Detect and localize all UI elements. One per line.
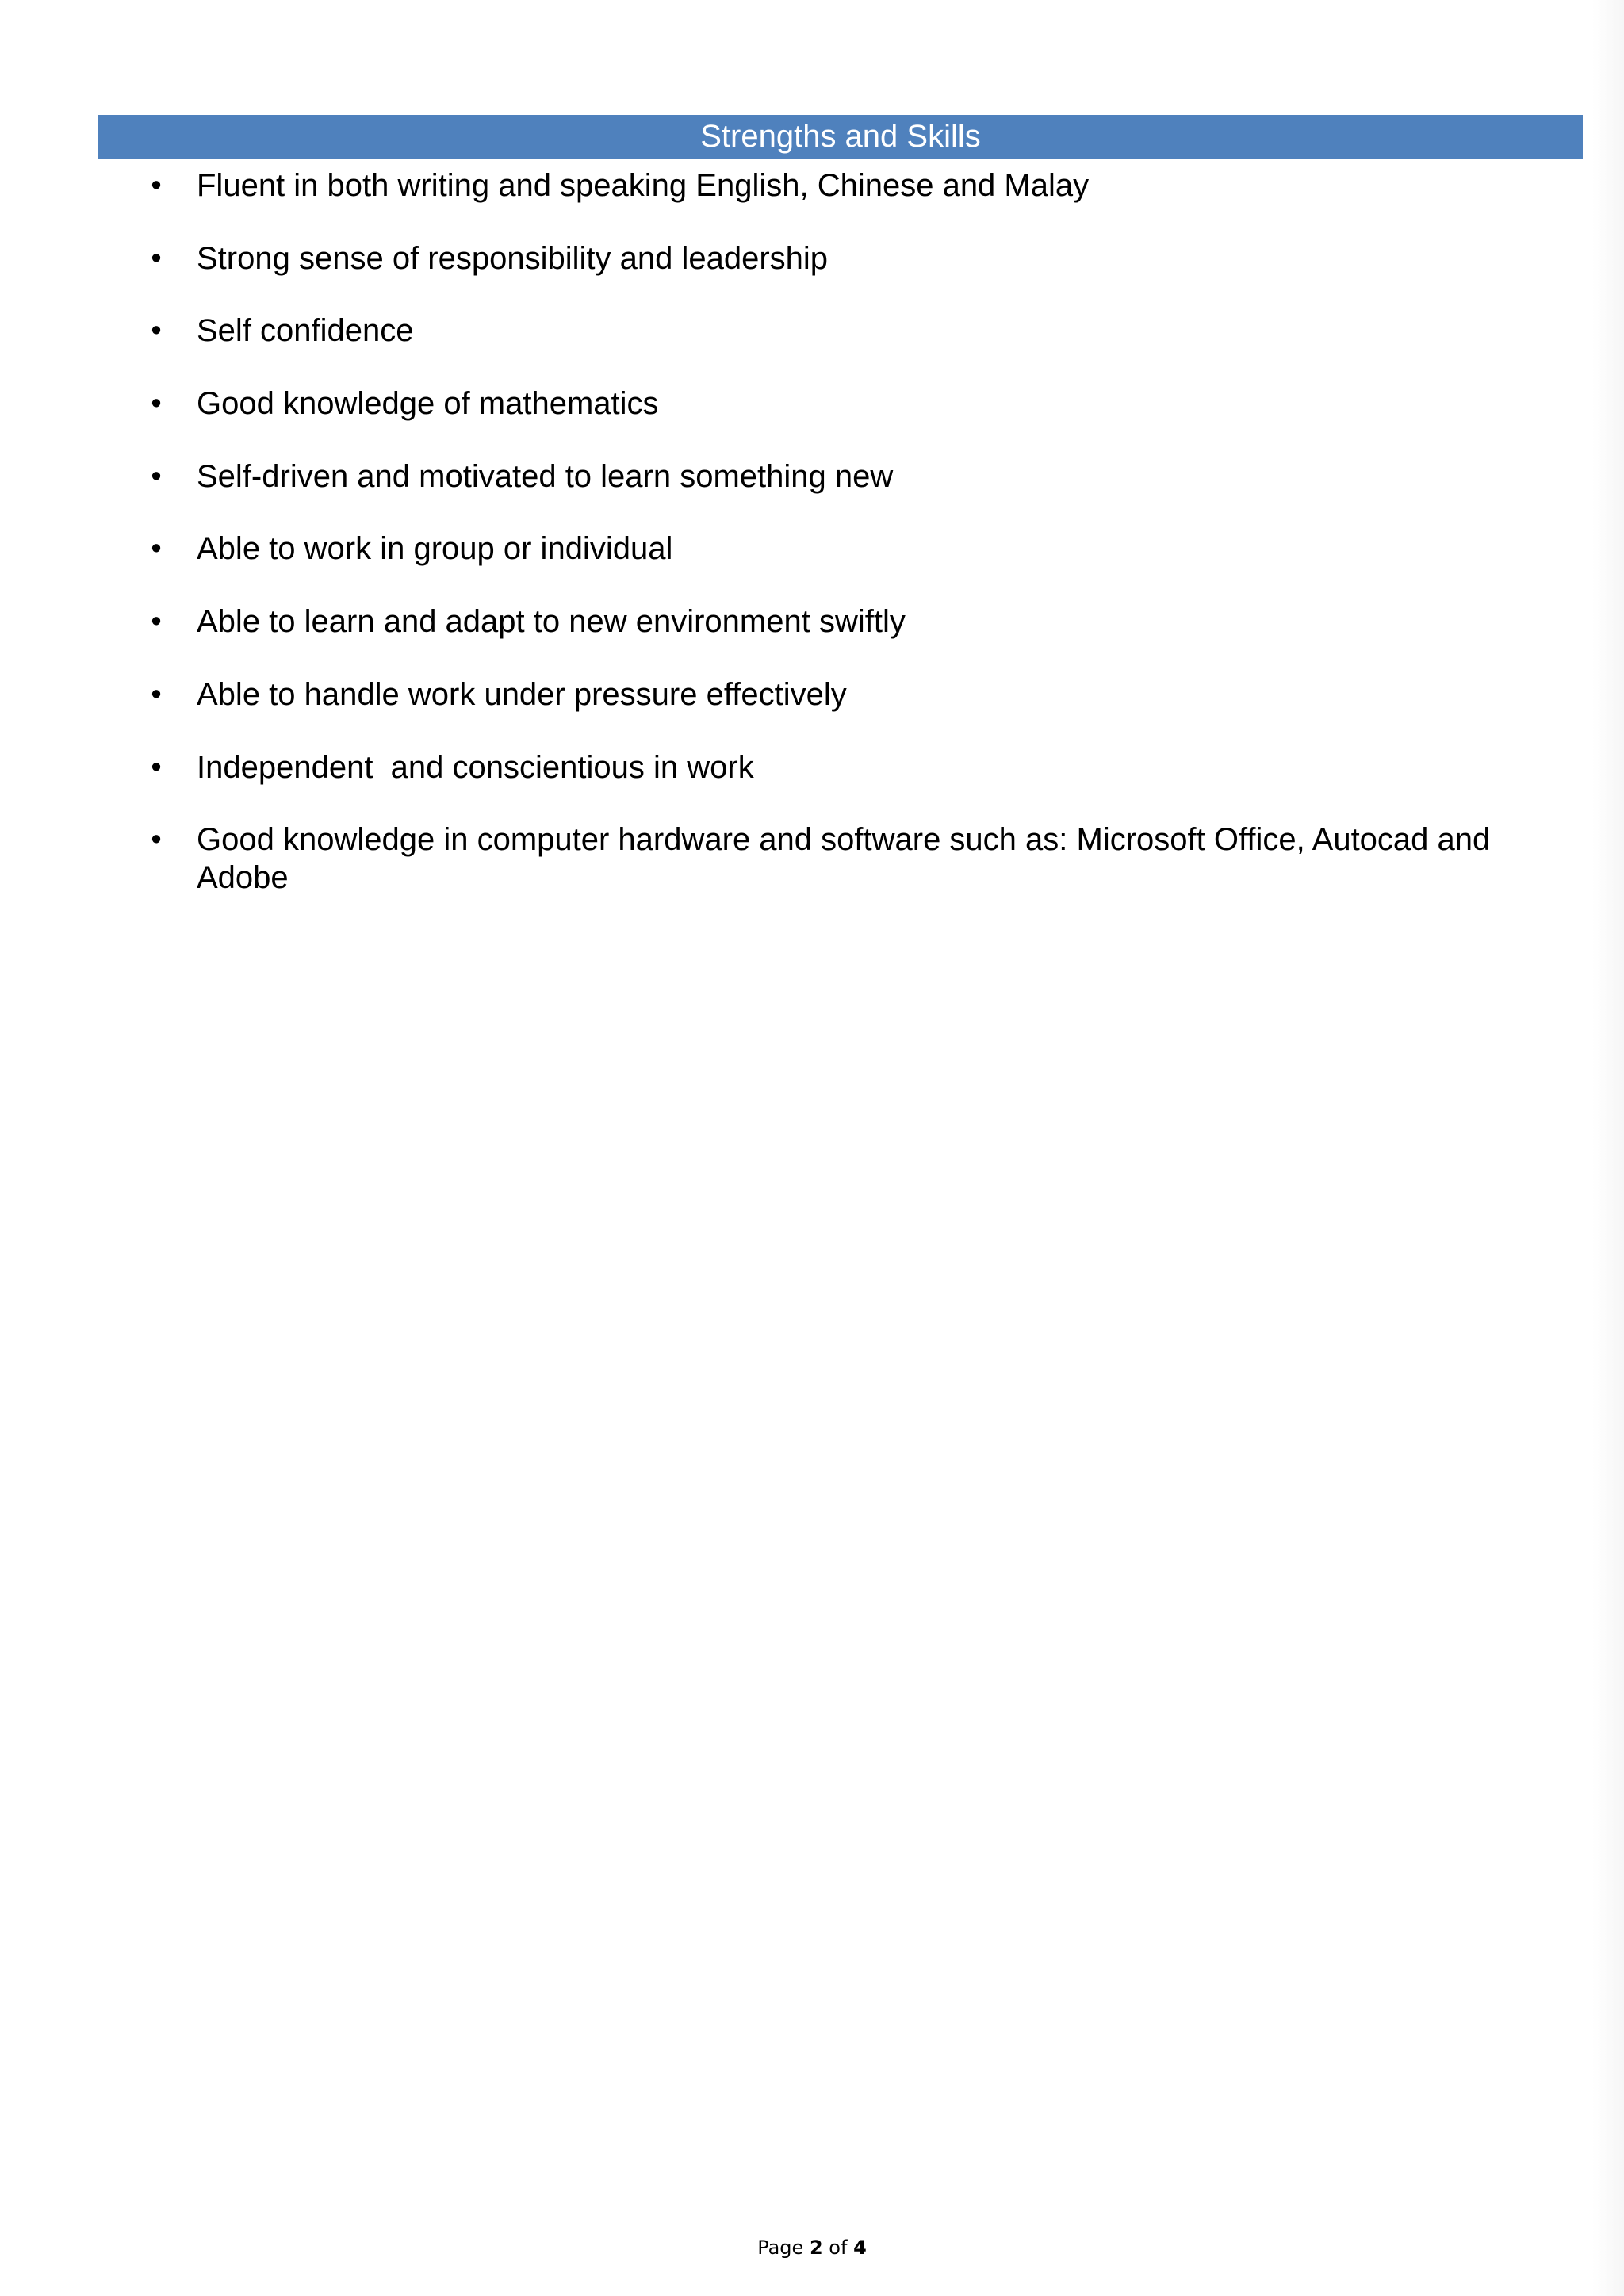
skill-text: Self confidence <box>197 313 414 348</box>
skill-text: Able to work in group or individual <box>197 531 673 566</box>
total-pages-number: 4 <box>853 2237 867 2259</box>
bullet-icon: • <box>151 532 162 565</box>
bullet-icon: • <box>151 387 162 420</box>
bullet-icon: • <box>151 314 162 347</box>
page-edge-shadow <box>1592 0 1624 2296</box>
bullet-icon: • <box>151 751 162 784</box>
skill-text: Strong sense of responsibility and leadership <box>197 241 829 276</box>
page-number <box>0 2234 1624 2261</box>
current-page-number: 2 <box>809 2237 823 2259</box>
bullet-icon: • <box>151 823 162 856</box>
bullet-icon: • <box>151 460 162 493</box>
skill-text: Independent and conscientious in work <box>197 750 754 785</box>
skill-text: Fluent in both writing and speaking English, Chinese and Malay <box>197 168 1090 203</box>
skill-text: Self-driven and motivated to learn something new <box>197 459 894 494</box>
skill-text: Good knowledge of mathematics <box>197 386 659 421</box>
page-label: Page <box>757 2237 804 2259</box>
of-label: of <box>829 2237 848 2259</box>
bullet-icon: • <box>151 242 162 275</box>
section-title: Strengths and Skills <box>98 115 1583 159</box>
skill-text: Able to learn and adapt to new environment swiftly <box>197 604 906 639</box>
bullet-icon: • <box>151 678 162 711</box>
bullet-icon: • <box>151 169 162 202</box>
skill-text: Able to handle work under pressure effectively <box>197 677 847 712</box>
bullet-icon: • <box>151 605 162 638</box>
skill-text: Good knowledge in computer hardware and software such as: Microsoft Office, Autocad and Adobe <box>197 822 1498 895</box>
